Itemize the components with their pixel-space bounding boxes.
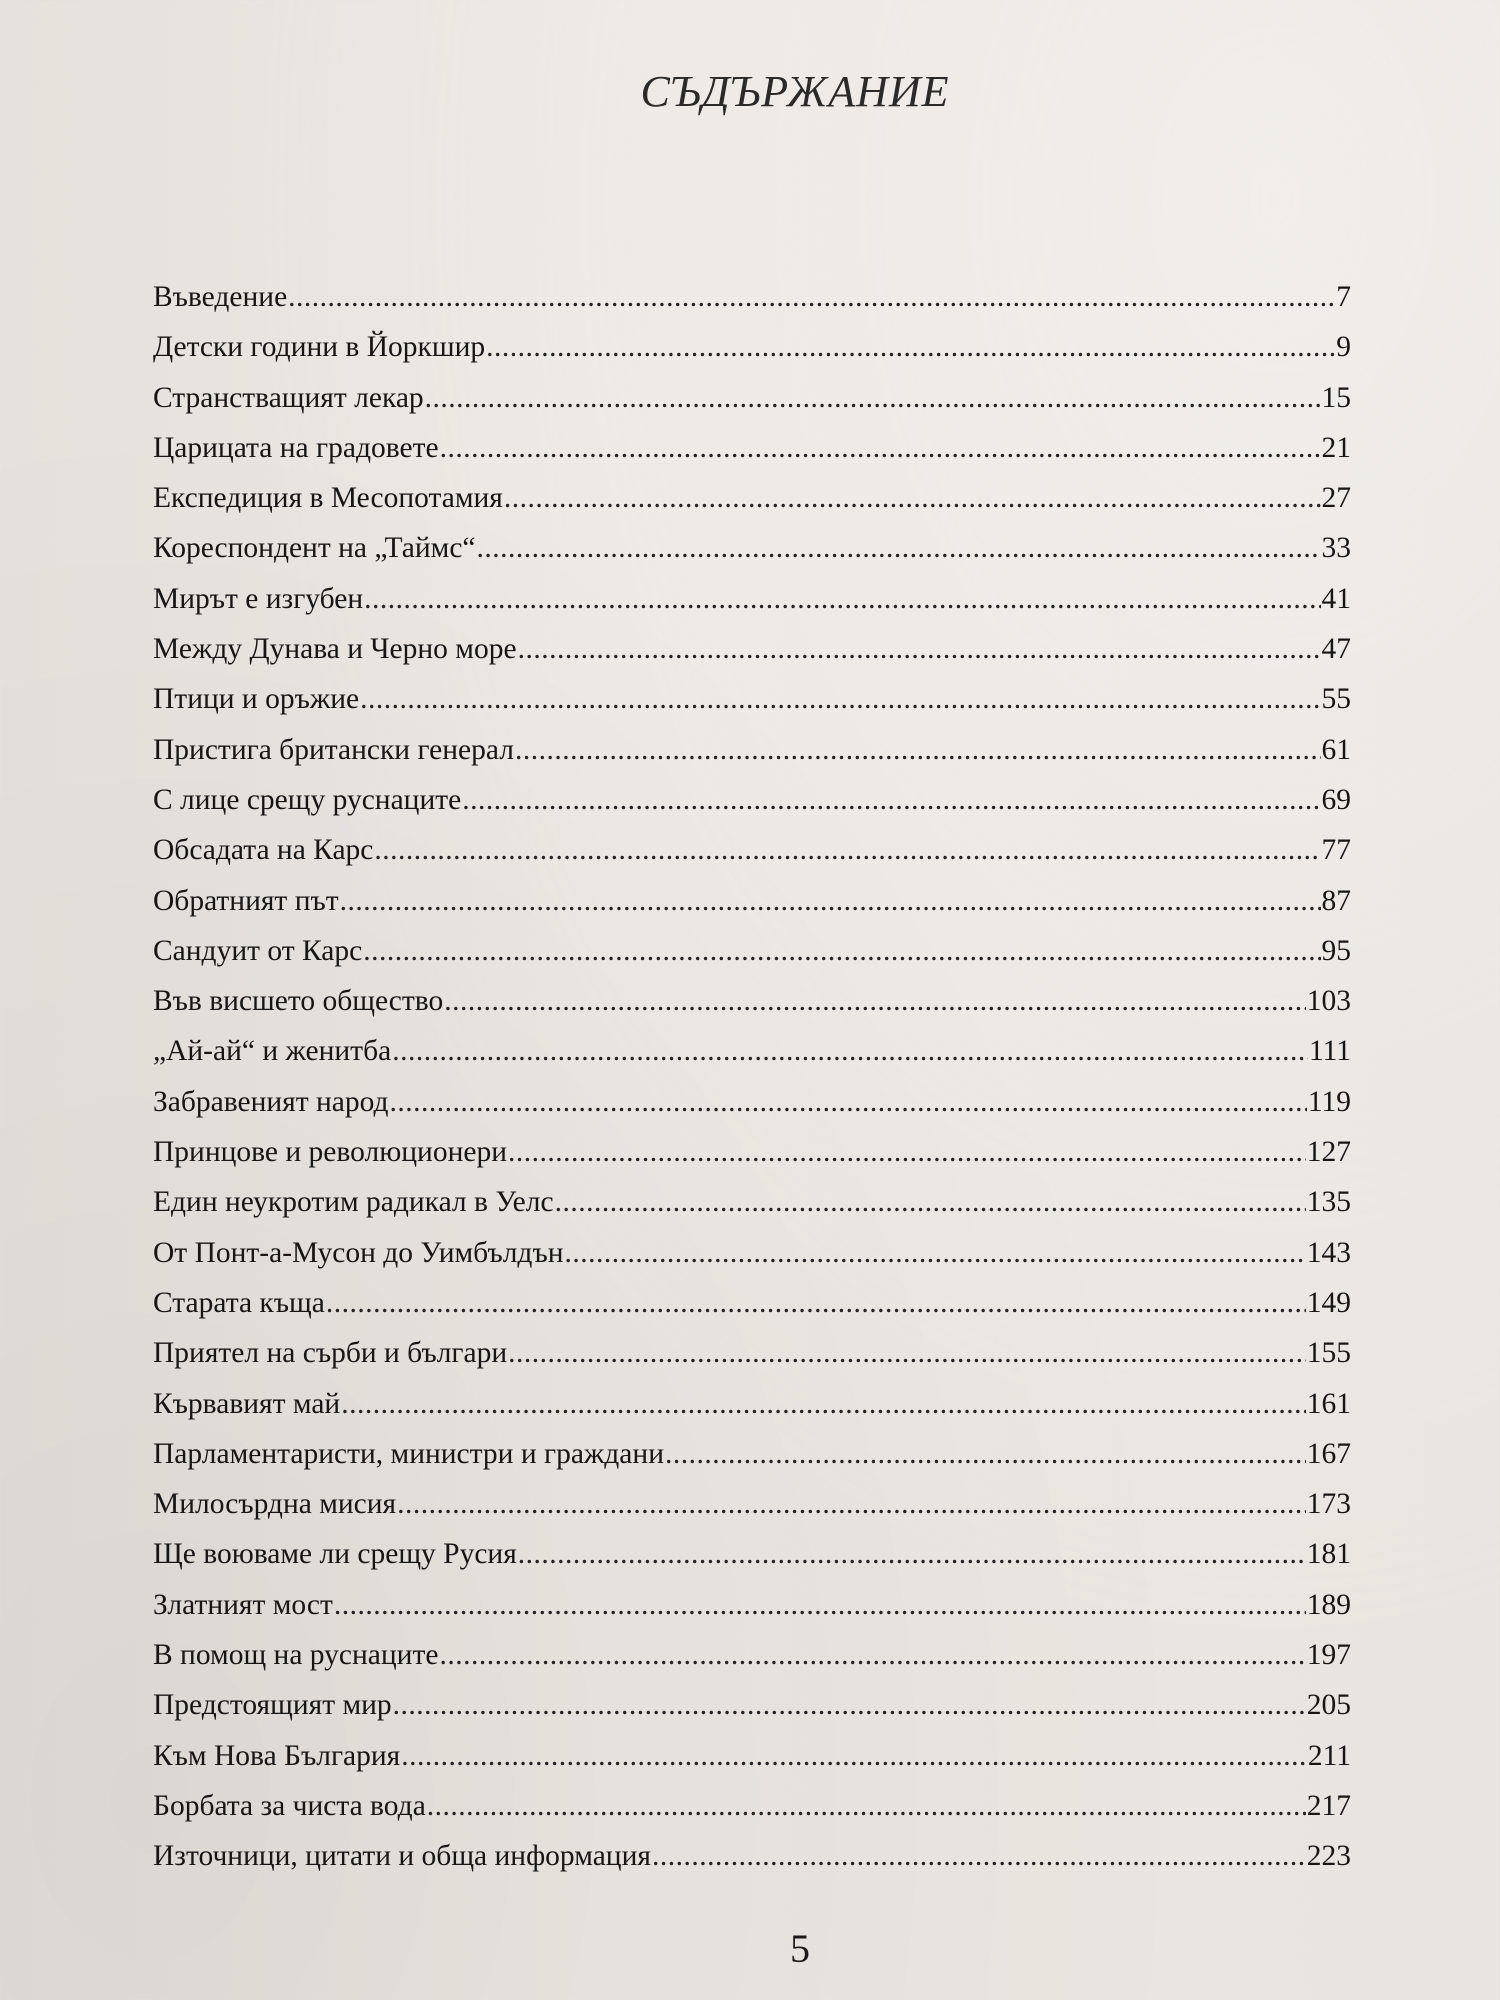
toc-entry <box>153 1328 1351 1378</box>
toc-entry <box>153 574 1351 624</box>
toc-entry <box>153 825 1351 875</box>
toc-entry-page: 161 <box>1306 1387 1351 1420</box>
toc-entry-title: Обсадата на Карс <box>153 834 374 867</box>
toc-entry <box>153 1026 1351 1076</box>
toc-dot-leader <box>440 423 1321 473</box>
toc-entry-title: Обратният път <box>153 884 339 917</box>
toc-entry-title: Старата къща <box>153 1286 325 1319</box>
table-of-contents <box>153 272 1351 1882</box>
toc-entry <box>153 322 1351 372</box>
toc-entry-page: 211 <box>1307 1739 1351 1772</box>
toc-entry <box>153 1077 1351 1127</box>
toc-dot-leader <box>477 523 1321 573</box>
toc-entry-page: 27 <box>1321 482 1351 515</box>
toc-entry-page: 41 <box>1321 582 1351 615</box>
toc-dot-leader <box>363 926 1320 976</box>
toc-entry <box>153 1379 1351 1429</box>
toc-dot-leader <box>515 725 1321 775</box>
toc-dot-leader <box>401 1731 1307 1781</box>
toc-entry-page: 197 <box>1306 1639 1351 1672</box>
toc-entry-page: 47 <box>1321 633 1351 666</box>
toc-entry-title: Към Нова България <box>153 1739 401 1772</box>
toc-entry-page: 119 <box>1307 1085 1351 1118</box>
toc-entry-title: В помощ на руснаците <box>153 1639 439 1672</box>
toc-entry-page: 55 <box>1321 683 1351 716</box>
toc-entry <box>153 423 1351 473</box>
toc-entry-page: 181 <box>1306 1538 1351 1571</box>
toc-entry <box>153 976 1351 1026</box>
toc-dot-leader <box>364 574 1320 624</box>
toc-entry-title: Детски години в Йоркшир <box>153 331 486 364</box>
toc-entry <box>153 1831 1351 1881</box>
toc-entry-title: Експедиция в Месопотамия <box>153 482 503 515</box>
toc-entry-page: 95 <box>1321 934 1351 967</box>
toc-entry <box>153 1731 1351 1781</box>
toc-entry-title: Борбата за чиста вода <box>153 1789 426 1822</box>
toc-dot-leader <box>518 624 1321 674</box>
toc-dot-leader <box>334 1580 1306 1630</box>
toc-entry-title: Във висшето общество <box>153 985 444 1018</box>
toc-entry-title: Странстващият лекар <box>153 381 424 414</box>
toc-entry-title: Въведение <box>153 281 288 313</box>
toc-entry <box>153 1228 1351 1278</box>
toc-dot-leader <box>341 1379 1306 1429</box>
toc-entry-page: 223 <box>1306 1840 1351 1873</box>
toc-entry-page: 167 <box>1306 1437 1351 1470</box>
page-number: 5 <box>790 1926 810 1971</box>
toc-entry-page: 173 <box>1306 1488 1351 1521</box>
toc-entry-title: Птици и оръжие <box>153 683 360 716</box>
toc-entry <box>153 1177 1351 1227</box>
toc-entry-page: 111 <box>1308 1035 1351 1068</box>
toc-dot-leader <box>462 775 1320 825</box>
toc-dot-leader <box>392 1026 1308 1076</box>
toc-entry-page: 189 <box>1306 1588 1351 1621</box>
toc-entry <box>153 725 1351 775</box>
toc-entry-title: Между Дунава и Черно море <box>153 633 517 666</box>
toc-entry <box>153 473 1351 523</box>
toc-entry-title: Парламентаристи, министри и граждани <box>153 1437 664 1470</box>
toc-entry-page: 33 <box>1321 532 1351 565</box>
toc-dot-leader <box>326 1278 1306 1328</box>
toc-entry-title: Царицата на градовете <box>153 431 439 464</box>
toc-entry-page: 87 <box>1321 884 1351 917</box>
toc-entry-title: Златният мост <box>153 1588 333 1621</box>
toc-entry-title: Кървавият май <box>153 1387 341 1420</box>
toc-entry <box>153 775 1351 825</box>
page-title: СЪДЪРЖАНИЕ <box>640 67 950 116</box>
toc-entry <box>153 1630 1351 1680</box>
toc-entry-title: С лице срещу руснаците <box>153 783 462 816</box>
toc-entry-title: Принцове и революционери <box>153 1136 507 1169</box>
toc-dot-leader <box>508 1127 1306 1177</box>
toc-dot-leader <box>555 1177 1306 1227</box>
toc-entry-title: Пристига британски генерал <box>153 733 514 766</box>
toc-dot-leader <box>288 272 1335 322</box>
toc-entry-page: 69 <box>1321 783 1351 816</box>
toc-entry <box>153 1781 1351 1831</box>
toc-entry-page: 143 <box>1306 1236 1351 1269</box>
toc-entry-title: Източници, цитати и обща информация <box>153 1840 651 1873</box>
toc-entry-title: Предстоящият мир <box>153 1689 392 1722</box>
toc-entry-page: 155 <box>1306 1337 1351 1370</box>
toc-entry-page: 9 <box>1336 331 1351 364</box>
toc-entry <box>153 876 1351 926</box>
toc-entry-title: Ще воюваме ли срещу Русия <box>153 1538 517 1571</box>
toc-dot-leader <box>397 1479 1306 1529</box>
toc-entry <box>153 523 1351 573</box>
toc-entry <box>153 1529 1351 1579</box>
toc-dot-leader <box>374 825 1320 875</box>
toc-entry <box>153 1429 1351 1479</box>
toc-entry-page: 103 <box>1306 985 1351 1018</box>
toc-dot-leader <box>439 1630 1305 1680</box>
toc-dot-leader <box>504 473 1321 523</box>
toc-entry <box>153 1580 1351 1630</box>
toc-dot-leader <box>360 674 1320 724</box>
toc-entry-title: Сандуит от Карс <box>153 934 363 967</box>
toc-entry-page: 61 <box>1321 733 1351 766</box>
toc-entry-page: 7 <box>1336 281 1351 313</box>
toc-entry-title: Мирът е изгубен <box>153 582 364 615</box>
toc-dot-leader <box>390 1077 1307 1127</box>
toc-entry <box>153 1479 1351 1529</box>
toc-dot-leader <box>425 373 1321 423</box>
toc-entry-page: 21 <box>1321 431 1351 464</box>
toc-dot-leader <box>486 322 1335 372</box>
toc-entry-page: 127 <box>1306 1136 1351 1169</box>
toc-entry-title: От Понт-а-Мусон до Уимбълдън <box>153 1236 564 1269</box>
toc-dot-leader <box>564 1228 1305 1278</box>
toc-dot-leader <box>652 1831 1306 1881</box>
toc-entry-page: 135 <box>1306 1186 1351 1219</box>
toc-entry-title: Един неукротим радикал в Уелс <box>153 1186 554 1219</box>
toc-dot-leader <box>393 1680 1306 1730</box>
toc-entry-page: 149 <box>1306 1286 1351 1319</box>
toc-entry-title: Забравеният народ <box>153 1085 389 1118</box>
toc-dot-leader <box>518 1529 1306 1579</box>
toc-entry <box>153 272 1351 322</box>
toc-entry <box>153 674 1351 724</box>
toc-entry <box>153 1127 1351 1177</box>
toc-entry-title: Милосърдна мисия <box>153 1488 397 1521</box>
toc-entry <box>153 624 1351 674</box>
toc-entry <box>153 926 1351 976</box>
toc-dot-leader <box>508 1328 1306 1378</box>
toc-dot-leader <box>427 1781 1306 1831</box>
toc-entry <box>153 373 1351 423</box>
toc-entry-title: Кореспондент на „Таймс“ <box>153 532 476 565</box>
toc-dot-leader <box>665 1429 1306 1479</box>
toc-entry-title: „Ай-ай“ и женитба <box>153 1035 392 1068</box>
toc-dot-leader <box>340 876 1321 926</box>
toc-entry <box>153 1680 1351 1730</box>
toc-entry-page: 217 <box>1306 1789 1351 1822</box>
toc-entry-page: 77 <box>1321 834 1351 867</box>
toc-entry-page: 15 <box>1321 381 1351 414</box>
toc-dot-leader <box>444 976 1306 1026</box>
toc-entry-title: Приятел на сърби и българи <box>153 1337 508 1370</box>
toc-entry <box>153 1278 1351 1328</box>
toc-entry-page: 205 <box>1306 1689 1351 1722</box>
